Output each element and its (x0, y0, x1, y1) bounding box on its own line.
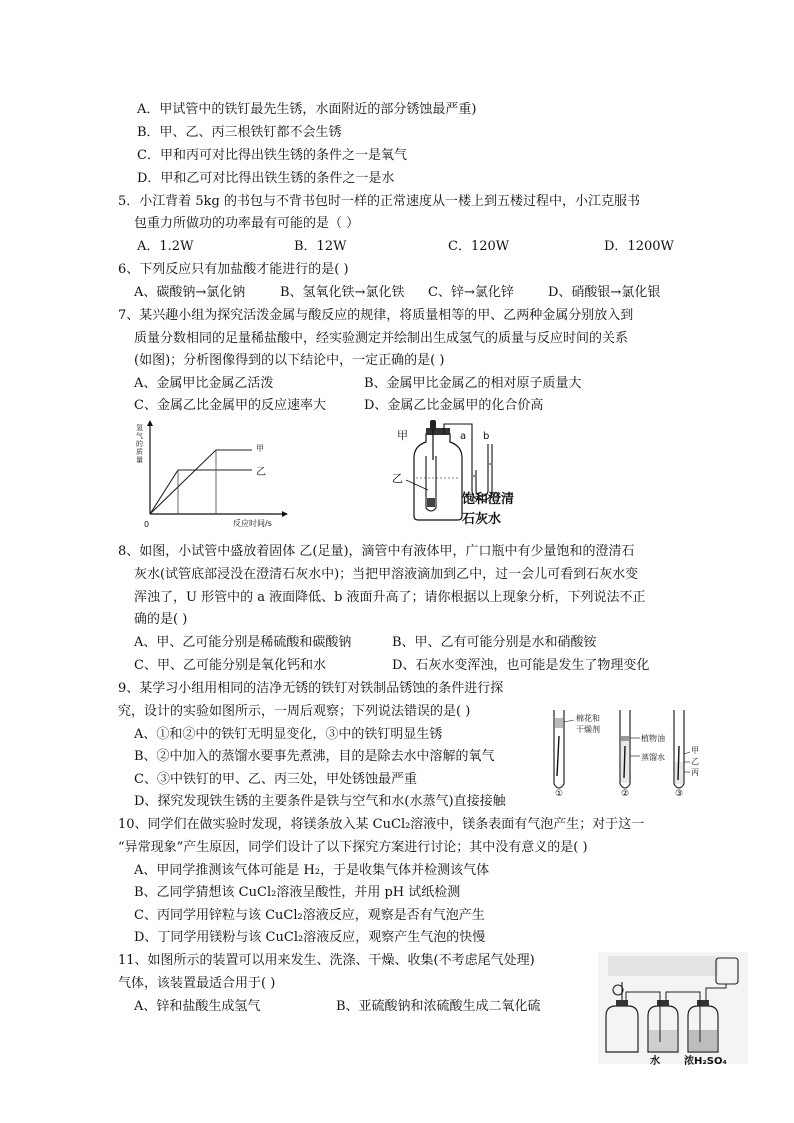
q7-option-b: B、金属甲比金属乙的相对原子质量大 (364, 376, 582, 391)
q7-label-b: b (483, 431, 490, 442)
q7-caption-line2: 石灰水 (462, 512, 502, 527)
q9-label-tube-3: ③ (675, 789, 684, 799)
q7-stem-line3: (如图)；分析图像得到的以下结论中，一定正确的是( ) (134, 353, 445, 368)
q9-option-a: A、①和②中的铁钉无明显变化，③中的铁钉明显生锈 (134, 727, 443, 742)
q9-option-d: D、探究发现铁生锈的主要条件是铁与空气和水(水蒸气)直接接触 (134, 794, 506, 809)
q9-label-yi: 乙 (691, 757, 699, 766)
q10-option-c: C、丙同学用锌粒与该 CuCl₂溶液反应，观察是否有气泡产生 (134, 908, 485, 923)
q5-option-b: B．12W (294, 239, 347, 254)
q9-stem-line2: 究，设计的实验如图所示，一周后观察；下列说法错误的是( ) (118, 704, 471, 719)
q6-option-c: C、锌→氯化锌 (428, 285, 514, 300)
q11-option-b: B、亚硫酸钠和浓硫酸生成二氧化硫 (336, 999, 541, 1014)
q8-option-d: D、石灰水变浑浊，也可能是发生了物理变化 (392, 658, 650, 673)
q8-option-a: A、甲、乙可能分别是稀硫酸和碳酸钠 (134, 635, 352, 650)
q5-stem-line2: 包重力所做功的功率最有可能的是（ ） (134, 216, 360, 231)
q7-graph-xlabel: 反应时间/s (233, 519, 272, 528)
q4-option-a: A．甲试管中的铁钉最先生锈，水面附近的部分锈蚀最严重) (137, 102, 477, 117)
q7-label-a: a (460, 431, 467, 442)
q6-option-d: D、硝酸银→氯化银 (548, 285, 661, 300)
q9-option-b: B、②中加入的蒸馏水要事先煮沸，目的是除去水中溶解的氧气 (134, 749, 495, 764)
q5-option-d: D．1200W (604, 239, 674, 254)
q6-option-a: A、碳酸钠→氯化钠 (134, 285, 246, 300)
q8-option-c: C、甲、乙可能分别是氧化钙和水 (134, 658, 326, 673)
q10-option-d: D、丁同学用镁粉与该 CuCl₂溶液反应，观察产生气泡的快慢 (134, 930, 486, 945)
q7-graph-ylabel: 氢气的质量 (136, 424, 143, 464)
q7-stem-line1: 7、某兴趣小组为探究活泼金属与酸反应的规律，将质量相等的甲、乙两种金属分别放入到 (118, 308, 634, 323)
q8-stem-line1: 8、如图，小试管中盛放着固体 乙(足量)，滴管中有液体甲，广口瓶中有少量饱和的澄清石 (118, 544, 635, 559)
q9-label-water: 蒸馏水 (641, 753, 665, 762)
q11-option-a: A、锌和盐酸生成氢气 (134, 999, 261, 1014)
q9-test-tube-figure (548, 706, 698, 802)
q10-stem-line1: 10、同学们在做实验时发现，将镁条放入某 CuCl₂溶液中，镁条表面有气泡产生；对于这一 (118, 817, 645, 832)
q11-label-acid: 浓H₂SO₄ (684, 1056, 727, 1067)
q7-option-d: D、金属乙比金属甲的化合价高 (364, 398, 544, 413)
q7-option-c: C、金属乙比金属甲的反应速率大 (134, 398, 326, 413)
q8-option-b: B、甲、乙有可能分别是水和硝酸铵 (392, 635, 597, 650)
q11-label-water: 水 (650, 1056, 660, 1067)
q8-stem-line3: 浑浊了，U 形管中的 a 液面降低、b 液面升高了；请你根据以上现象分析，下列说法不正 (134, 590, 646, 605)
q7-graph-series-b: 乙 (256, 467, 266, 478)
q9-label-oil: 植物油 (641, 734, 665, 743)
q11-stem-line1: 11、如图所示的装置可以用来发生、洗涤、干燥、收集(不考虑尾气处理) (118, 953, 535, 968)
q7-stem-line2: 质量分数相同的足量稀盐酸中，经实验测定并绘制出生成氢气的质量与反应时间的关系 (134, 331, 629, 346)
q11-apparatus-figure (598, 952, 748, 1064)
q9-label-tube-2: ② (621, 789, 630, 799)
q9-label-cotton-2: 干燥剂 (576, 725, 600, 734)
q8-stem-line4: 确的是( ) (134, 612, 188, 627)
q5-option-c: C．120W (448, 239, 510, 254)
q9-option-c: C、③中铁钉的甲、乙、丙三处，甲处锈蚀最严重 (134, 772, 417, 787)
q4-option-b: B．甲、乙、丙三根铁钉都不会生锈 (137, 125, 342, 140)
q11-stem-line2: 气体，该装置最适合用于( ) (118, 976, 276, 991)
q7-caption-line1: 饱和澄清 (462, 492, 515, 507)
q9-label-bing: 丙 (691, 768, 699, 777)
q10-option-b: B、乙同学猜想该 CuCl₂溶液呈酸性，并用 pH 试纸检测 (134, 885, 461, 900)
q7-option-a: A、金属甲比金属乙活泼 (134, 376, 274, 391)
q7-label-yi: 乙 (392, 472, 403, 485)
q9-label-cotton-1: 棉花和 (576, 714, 600, 723)
q5-option-a: A．1.2W (137, 239, 194, 254)
q7-graph-origin: 0 (144, 520, 150, 529)
q10-stem-line2: “异常现象”产生原因，同学们设计了以下探究方案进行讨论；其中没有意义的是( ) (118, 840, 588, 855)
q9-label-jia: 甲 (691, 746, 699, 755)
q4-option-c: C．甲和丙可对比得出铁生锈的条件之一是氧气 (137, 148, 407, 163)
q10-option-a: A、甲同学推测该气体可能是 H₂，于是收集气体并检测该气体 (134, 863, 490, 878)
q9-label-tube-1: ① (555, 789, 564, 799)
q7-label-jia: 甲 (397, 429, 408, 442)
q7-reaction-graph (130, 418, 290, 530)
q5-stem-line1: 5．小江背着 5kg 的书包与不背书包时一样的正常速度从一楼上到五楼过程中，小江克服书 (118, 194, 641, 209)
q6-option-b: B、氢氧化铁→氯化铁 (280, 285, 405, 300)
q6-stem: 6、下列反应只有加盐酸才能进行的是( ) (118, 262, 349, 277)
q9-stem-line1: 9、某学习小组用相同的洁净无锈的铁钉对铁制品锈蚀的条件进行探 (118, 681, 504, 696)
q7-graph-series-a: 甲 (256, 444, 264, 453)
q8-stem-line2: 灰水(试管底部浸没在澄清石灰水中)；当把甲溶液滴加到乙中，过一会儿可看到石灰水变 (134, 567, 639, 582)
q4-option-d: D．甲和乙可对比得出铁生锈的条件之一是水 (137, 171, 395, 186)
